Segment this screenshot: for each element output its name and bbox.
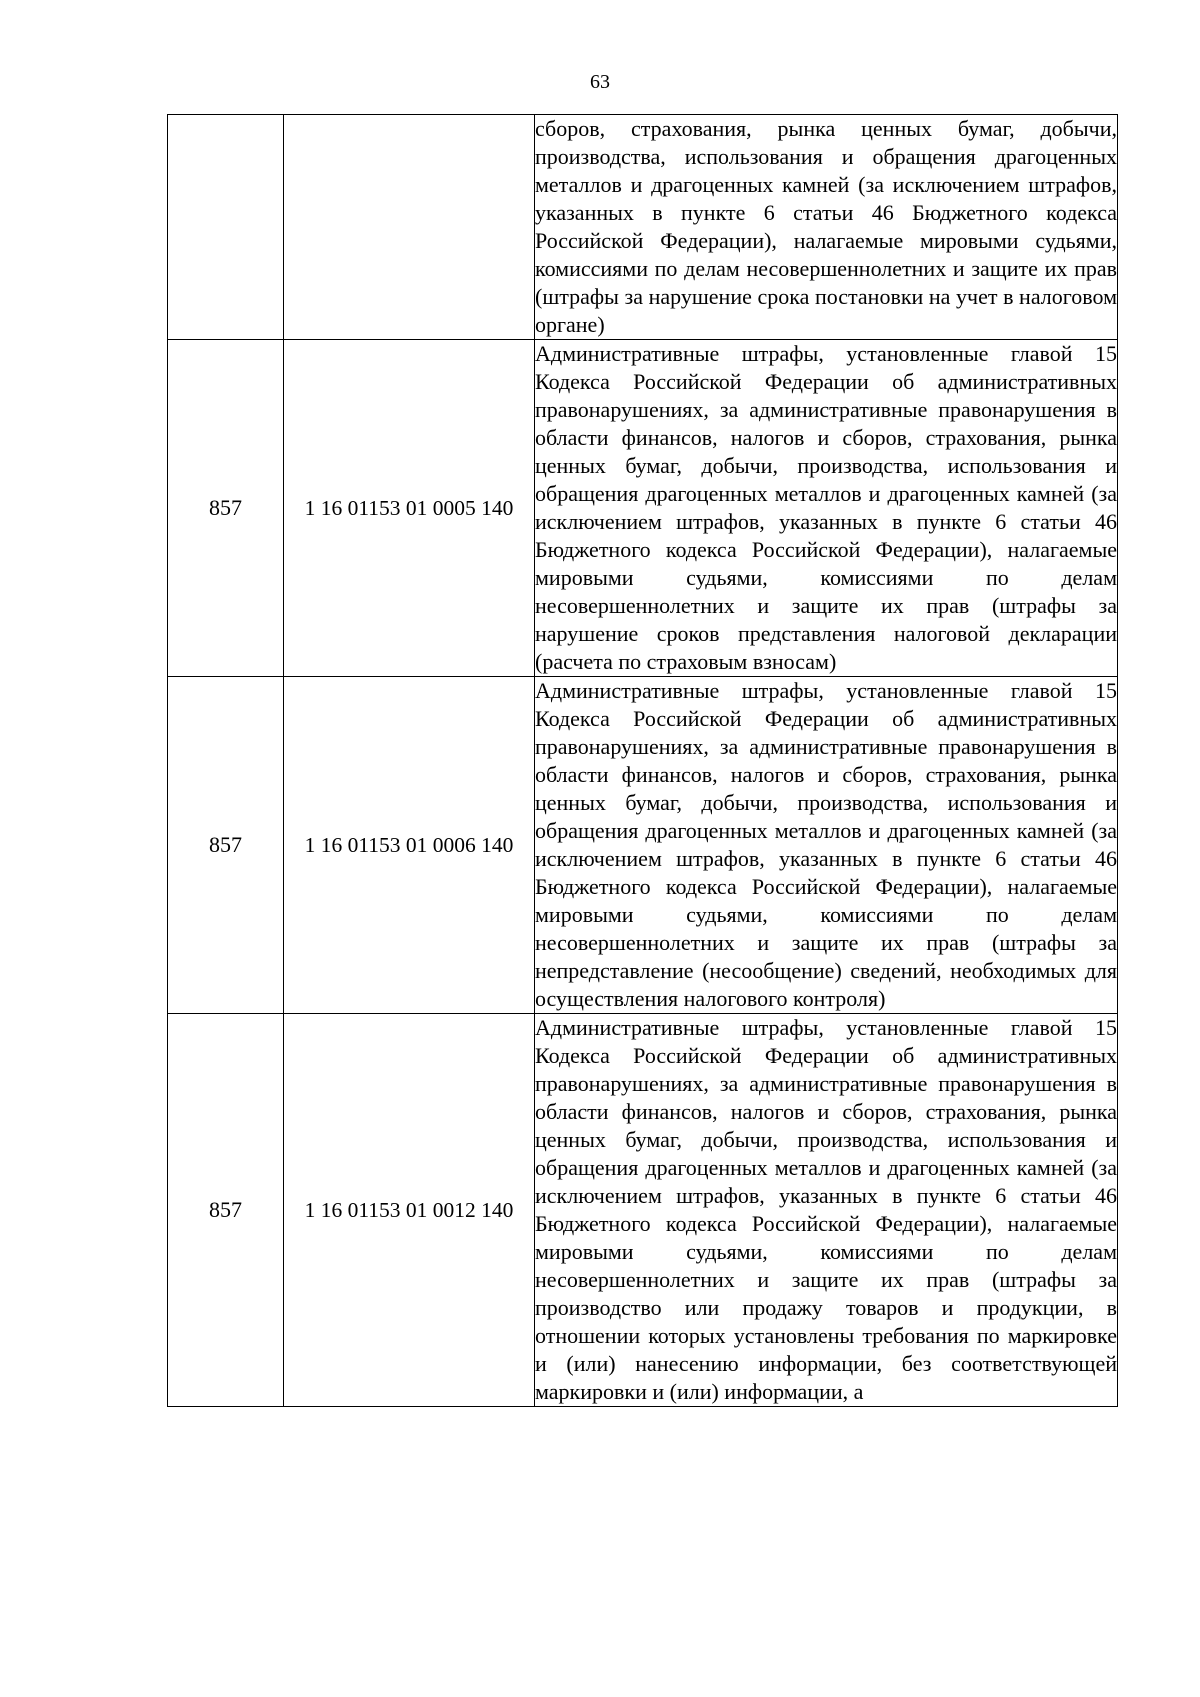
admin-code-cell — [168, 115, 284, 340]
description-cell — [535, 340, 1118, 677]
kbk-code-cell: 1 16 01153 01 0005 140 — [284, 340, 535, 677]
table-row — [168, 115, 1118, 340]
description-cell — [535, 1014, 1118, 1407]
page-number: 63 — [590, 71, 610, 93]
admin-code-cell: 857 — [168, 677, 284, 1014]
kbk-code-cell: 1 16 01153 01 0006 140 — [284, 677, 535, 1014]
description-cell — [535, 115, 1118, 340]
description-text: Административные штрафы, установленные главой 15 Кодекса Российской Федерации об административных правонарушениях, за административные правонарушения в области финансов, налогов и сборов, страхования, рынка ценных бумаг, добычи, производства, использования и обращения драгоценных металлов и драгоценных камней (за исключением штрафов, указанных в пункте 6 статьи 46 Бюджетного кодекса Российской Федерации), налагаемые мировыми судьями, комиссиями по делам несовершеннолетних и защите их прав (штрафы за непредставление (несообщение) сведений, необходимых для осуществления налогового контроля) — [535, 678, 1117, 1011]
description-text: сборов, страхования, рынка ценных бумаг, добычи, производства, использования и обращения драгоценных металлов и драгоценных камней (за исключением штрафов, указанных в пункте 6 статьи 46 Бюджетного кодекса Российской Федерации), налагаемые мировыми судьями, комиссиями по делам несовершеннолетних и защите их прав (штрафы за нарушение срока постановки на учет в налоговом органе) — [535, 116, 1117, 337]
table-row — [168, 677, 1118, 1014]
table-row — [168, 1014, 1118, 1407]
admin-code-cell: 857 — [168, 340, 284, 677]
description-text: Административные штрафы, установленные главой 15 Кодекса Российской Федерации об административных правонарушениях, за административные правонарушения в области финансов, налогов и сборов, страхования, рынка ценных бумаг, добычи, производства, использования и обращения драгоценных металлов и драгоценных камней (за исключением штрафов, указанных в пункте 6 статьи 46 Бюджетного кодекса Российской Федерации), налагаемые мировыми судьями, комиссиями по делам несовершеннолетних и защите их прав (штрафы за нарушение сроков представления налоговой декларации (расчета по страховым взносам) — [535, 341, 1117, 674]
description-cell — [535, 677, 1118, 1014]
kbk-code-cell: 1 16 01153 01 0012 140 — [284, 1014, 535, 1407]
table-row — [168, 340, 1118, 677]
kbk-code-cell — [284, 115, 535, 340]
description-text: Административные штрафы, установленные главой 15 Кодекса Российской Федерации об административных правонарушениях, за административные правонарушения в области финансов, налогов и сборов, страхования, рынка ценных бумаг, добычи, производства, использования и обращения драгоценных металлов и драгоценных камней (за исключением штрафов, указанных в пункте 6 статьи 46 Бюджетного кодекса Российской Федерации), налагаемые мировыми судьями, комиссиями по делам несовершеннолетних и защите их прав (штрафы за производство или продажу товаров и продукции, в отношении которых установлены требования по маркировке и (или) нанесению информации, без соответствующей маркировки и (или) информации, а — [535, 1015, 1117, 1404]
admin-code-cell: 857 — [168, 1014, 284, 1407]
budget-codes-table — [167, 114, 1118, 1407]
